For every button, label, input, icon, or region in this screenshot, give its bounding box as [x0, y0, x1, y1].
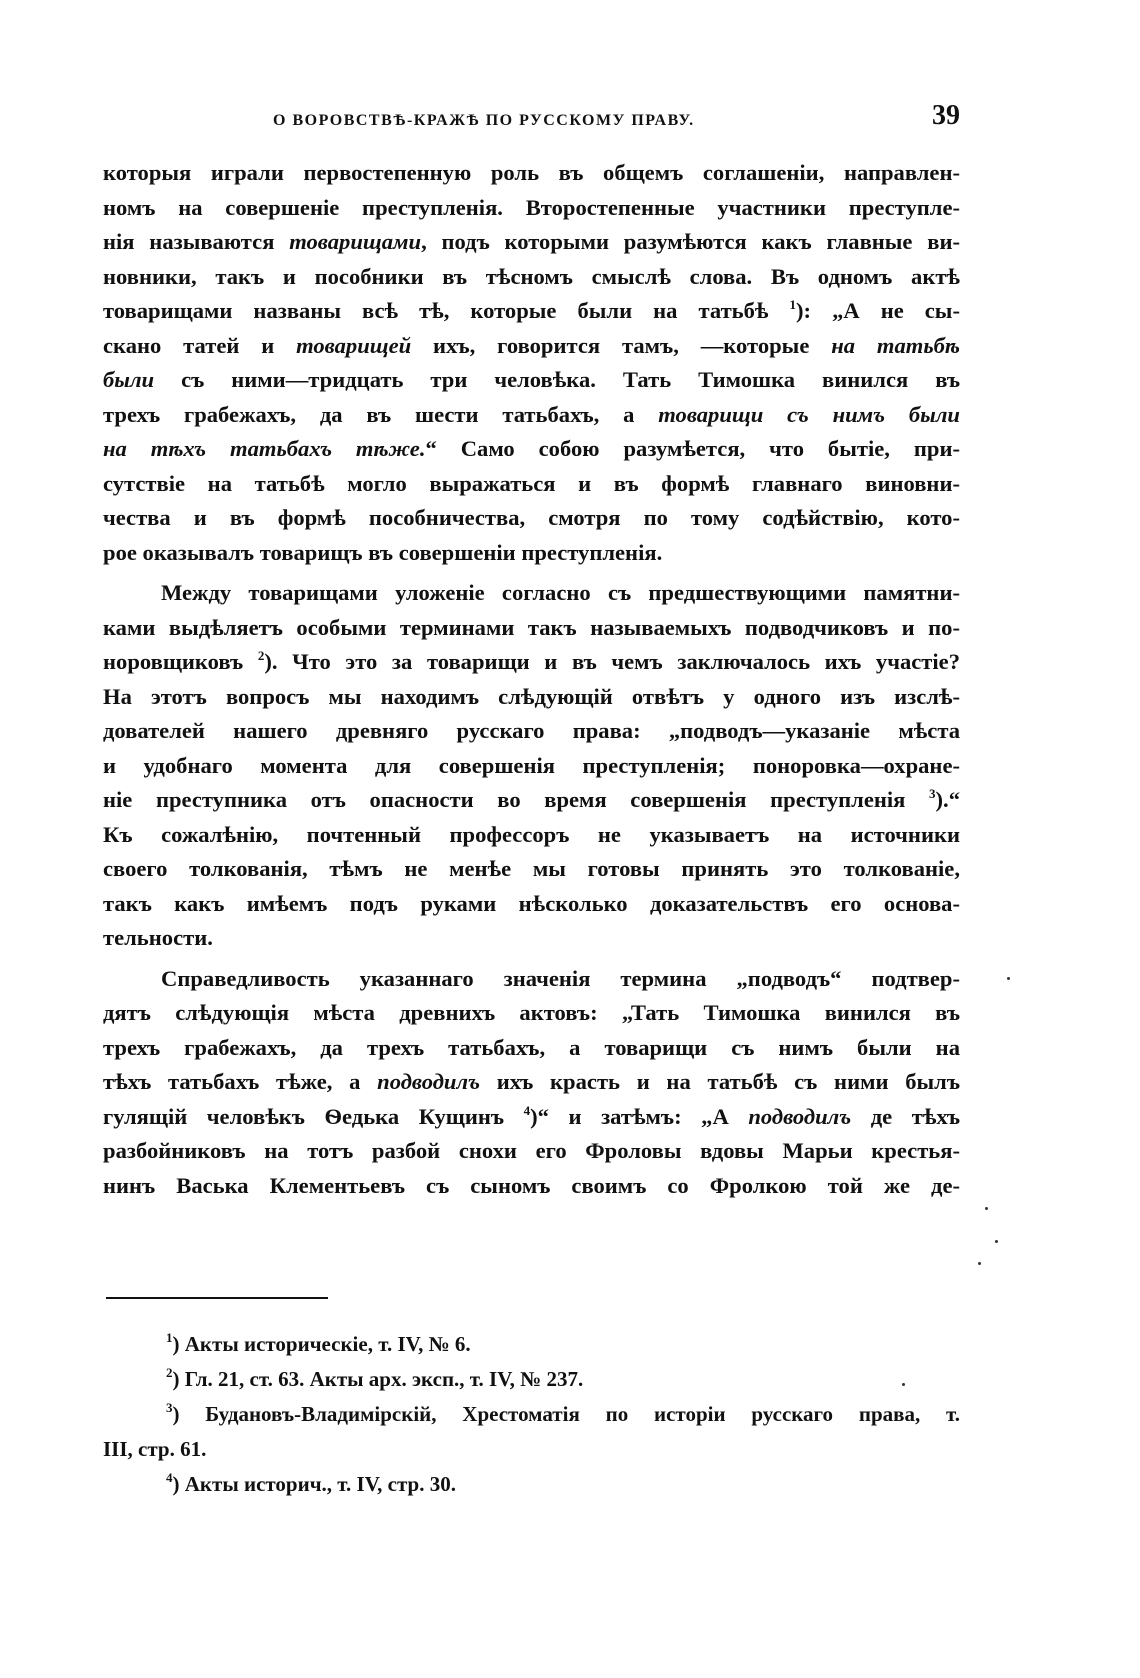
scan-speck — [1007, 977, 1010, 980]
scan-speck — [995, 1240, 998, 1243]
text-line: Къ сожалѣнію, почтенный профессоръ не указываетъ на источники — [103, 821, 960, 847]
text-line: такъ какъ имѣемъ подъ руками нѣсколько доказательствъ его основа- — [103, 890, 960, 916]
scan-speck — [902, 1383, 905, 1386]
main-text — [103, 156, 960, 1203]
text-line: на тѣхъ татьбахъ тѣже.“ Само собою разумѣется, что бытіе, при- — [103, 436, 960, 461]
footnote-ref: 4 — [523, 1102, 531, 1118]
footnote-divider — [106, 1297, 328, 1299]
italic-term: были — [103, 367, 155, 392]
text-line: своего толкованія, тѣмъ не менѣе мы готовы принять это толкованіе, — [103, 856, 960, 881]
text-line: ками выдѣляетъ особыми терминами такъ называемыхъ подводчиковъ и по- — [103, 614, 960, 640]
paragraph-3 — [103, 962, 960, 1204]
paragraph-2 — [103, 576, 960, 956]
paragraph-1 — [103, 156, 960, 570]
text-line: гулящій человѣкъ Ѳедька Кущинъ $^4$)“ и затѣмъ: „А подводилъ де тѣхъ — [103, 1102, 960, 1129]
scan-speck — [985, 1207, 988, 1210]
footnote-mark: 2 — [166, 1365, 173, 1380]
text-line: нія называются товарищами, подъ которыми разумѣются какъ главные ви- — [103, 229, 960, 254]
italic-term: на татьбѣ — [831, 332, 960, 358]
text-line: Справедливость указаннаго значенія термина „подводъ“ подтвер- — [161, 965, 960, 991]
text-line: дователей нашего древняго русскаго права: „подводъ—указаніе мѣста — [103, 718, 960, 743]
text-line: На этотъ вопросъ мы находимъ слѣдующій отвѣтъ у одного изъ изслѣ- — [103, 683, 960, 709]
scan-speck — [978, 1262, 981, 1265]
footnote-continuation: III, стр. 61. — [103, 1437, 207, 1461]
footnote-ref: 2 — [257, 648, 265, 663]
footnote: $^1$) Акты историческіе, т. IV, № 6. — [166, 1330, 471, 1356]
text-line: новники, такъ и пособники въ тѣсномъ смыслѣ слова. Въ одномъ актѣ — [103, 263, 960, 289]
footnote-mark: 3 — [166, 1400, 173, 1415]
text-line: скано татей и товарищей ихъ, говорится тамъ, —которые на татьбѣ — [103, 332, 960, 358]
footnotes — [103, 1327, 960, 1502]
footnote: $^4$) Акты историч., т. IV, стр. 30. — [166, 1470, 456, 1496]
text-line: товарищами названы всѣ тѣ, которые были на татьбѣ $^1$): „А не сы- — [103, 297, 960, 323]
footnote-ref: 1 — [789, 297, 796, 312]
italic-term: подводилъ — [748, 1103, 852, 1129]
footnote-ref: 3 — [929, 786, 936, 801]
italic-term: на тѣхъ татьбахъ тѣже. — [103, 436, 426, 461]
running-title: О ВОРОВСТВѢ-КРАЖѢ ПО РУССКОМУ ПРАВУ. — [273, 112, 695, 129]
text-line: трехъ грабежахъ, да трехъ татьбахъ, а товарищи съ нимъ были на — [103, 1034, 960, 1060]
text-line: тельности. — [103, 925, 213, 950]
footnote: $^3$) Будановъ-Владимірскій, Хрестоматія по исторіи русскаго права, т. — [166, 1400, 960, 1426]
text-line: Между товарищами уложеніе согласно съ предшествующими памятни- — [161, 580, 960, 605]
text-line: рое оказывалъ товарищъ въ совершеніи преступленія. — [103, 539, 663, 565]
text-line: были съ ними—тридцать три человѣка. Тать Тимошка винился въ — [103, 367, 960, 392]
text-line: и удобнаго момента для совершенія преступленія; поноровка—охране- — [103, 752, 960, 778]
text-line: разбойниковъ на тотъ разбой снохи его Фроловы вдовы Марьи крестья- — [103, 1138, 960, 1163]
footnote: $^2$) Гл. 21, ст. 63. Акты арх. эксп., т. IV, № 237. — [166, 1365, 584, 1391]
text-line: номъ на совершеніе преступленія. Второстепенные участники преступле- — [103, 194, 960, 220]
text-line: сутствіе на татьбѣ могло выражаться и въ формѣ главнаго виновни- — [103, 470, 960, 496]
text-line: которыя играли первостепенную роль въ общемъ соглашеніи, направлен- — [103, 160, 960, 185]
text-line: трехъ грабежахъ, да въ шести татьбахъ, а товарищи съ нимъ были — [103, 401, 960, 427]
text-line: ніе преступника отъ опасности во время совершенія преступленія $^3$).“ — [103, 786, 960, 812]
text-line: чества и въ формѣ пособничества, смотря по тому содѣйствію, кото- — [103, 505, 960, 530]
text-line: тѣхъ татьбахъ тѣже, а подводилъ ихъ красть и на татьбѣ съ ними былъ — [103, 1069, 960, 1094]
italic-term: товарищи съ нимъ были — [658, 401, 960, 427]
italic-term: подводилъ — [377, 1069, 480, 1094]
text-line: дятъ слѣдующія мѣста древнихъ актовъ: „Тать Тимошка винился въ — [103, 1000, 960, 1025]
footnote-mark: 4 — [166, 1470, 173, 1485]
text-line: нинъ Васька Клементьевъ съ сыномъ своимъ со Фролкою той же де- — [103, 1172, 960, 1198]
text-line: норовщиковъ $^2$). Что это за товарищи и въ чемъ заключалось ихъ участіе? — [103, 648, 960, 674]
footnote-mark: 1 — [166, 1330, 173, 1345]
page-number: 39 — [932, 100, 960, 131]
page-header — [103, 96, 960, 140]
italic-term: товарищей — [296, 332, 412, 358]
italic-term: товарищами — [289, 229, 422, 254]
